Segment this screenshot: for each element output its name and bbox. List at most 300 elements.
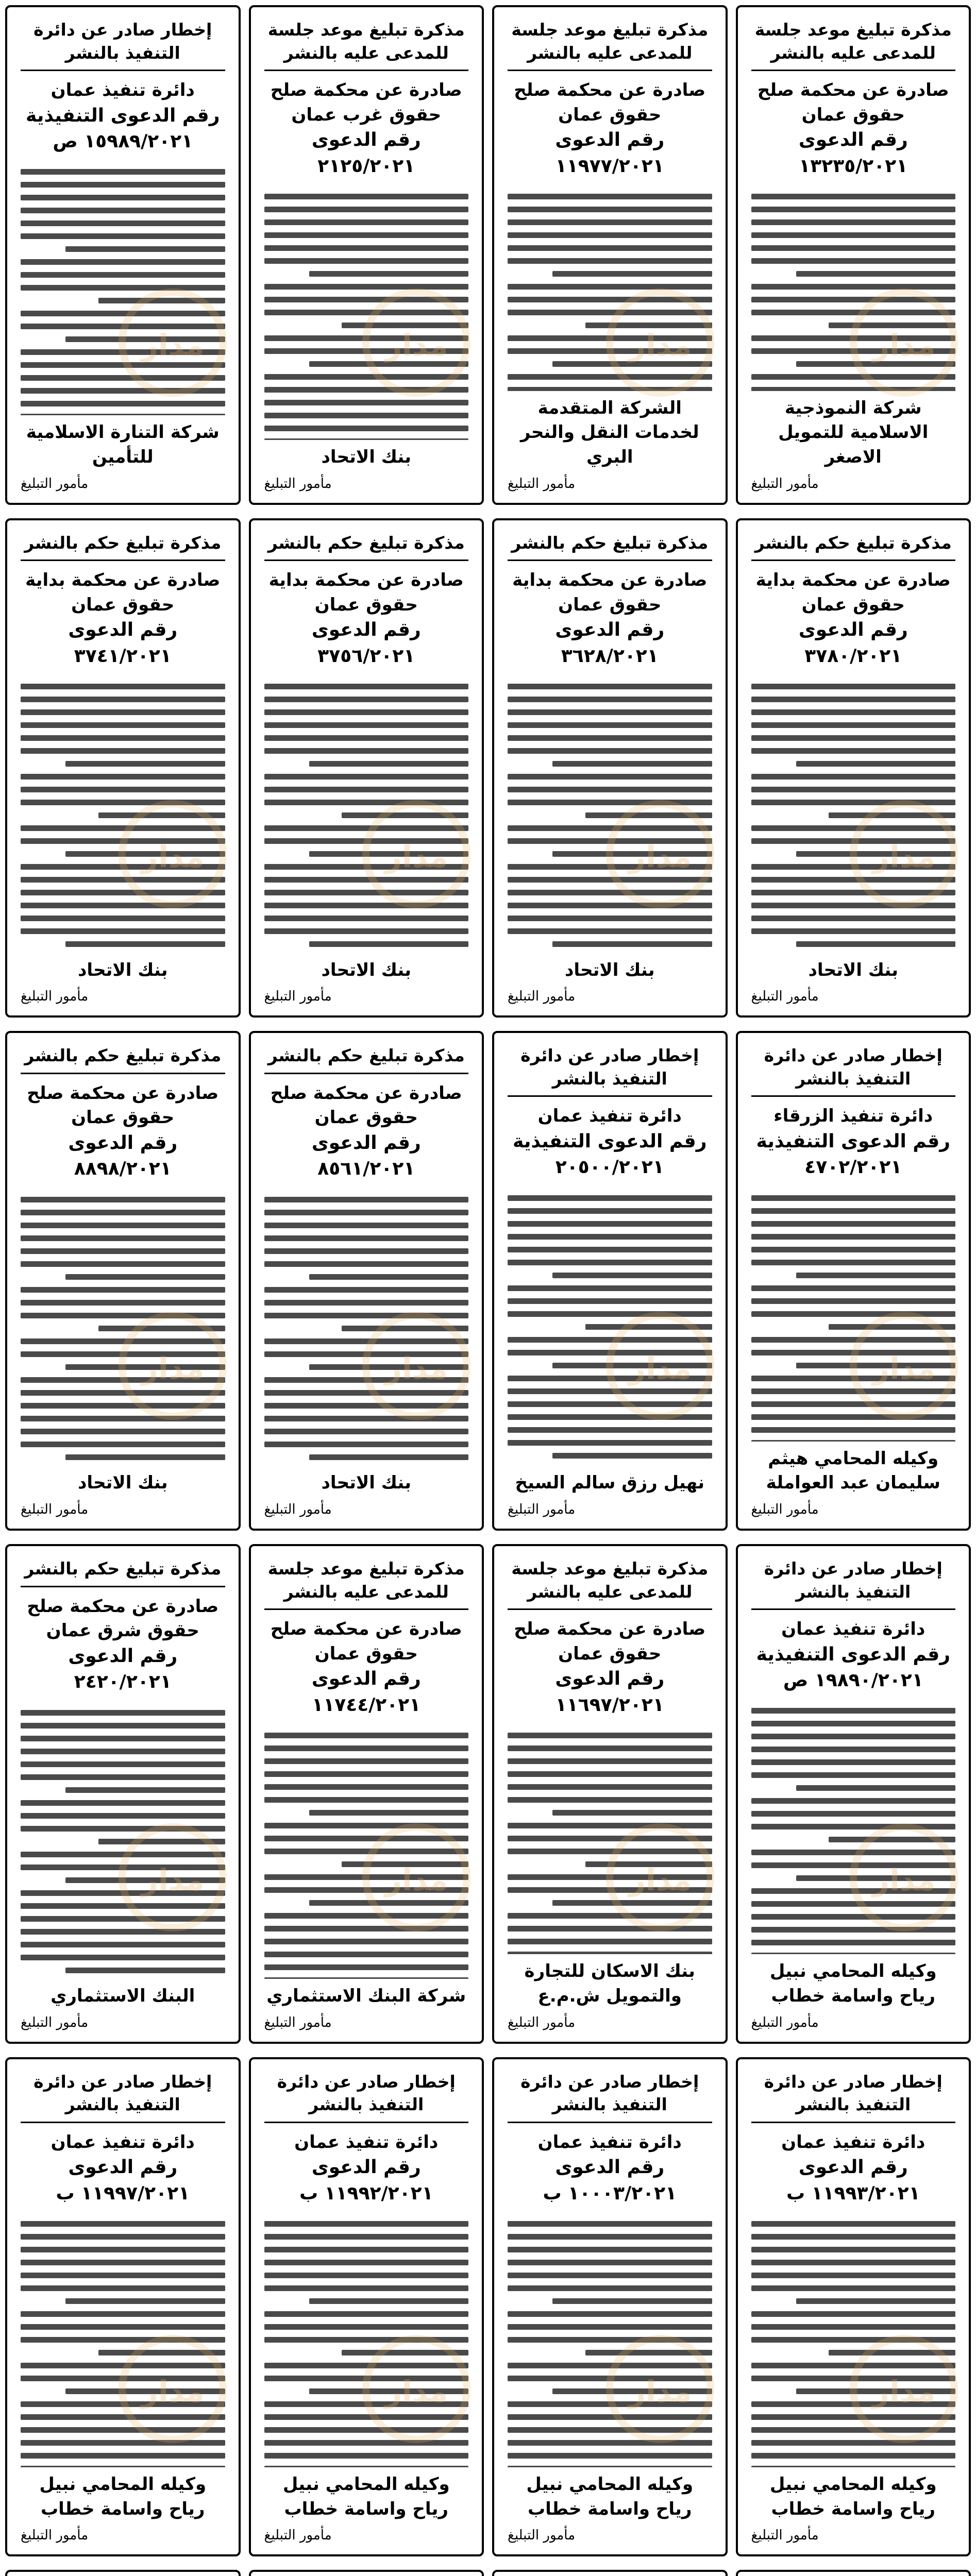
text-line <box>508 1440 712 1446</box>
text-line <box>264 1836 469 1841</box>
text-line <box>21 1248 225 1254</box>
text-line <box>21 1338 225 1344</box>
text-line <box>751 348 956 354</box>
text-line <box>751 684 956 689</box>
text-line <box>264 1338 469 1344</box>
notice-card-15 <box>249 1544 484 2044</box>
text-line <box>508 825 712 831</box>
text-line <box>21 838 225 844</box>
text-line <box>21 324 225 329</box>
text-line <box>508 348 712 354</box>
text-line <box>21 349 225 355</box>
text-line <box>65 1968 225 1973</box>
text-line <box>309 271 468 277</box>
notice-header: مذكرة تبليغ موعد جلسة للمدعى عليه بالنشر <box>264 19 469 71</box>
court-name: صادرة عن محكمة صلح حقوق عمان <box>514 1619 706 1664</box>
text-line <box>264 1771 469 1777</box>
text-line <box>751 1953 956 1954</box>
text-line <box>264 787 469 792</box>
text-line <box>508 928 712 934</box>
text-line <box>585 323 712 328</box>
notice-body-text <box>264 1725 469 1979</box>
text-line <box>508 2414 712 2420</box>
text-line <box>21 877 225 883</box>
watermark-text: مدار <box>141 1862 205 1897</box>
text-line <box>21 2466 225 2467</box>
text-line <box>796 1363 955 1368</box>
text-line <box>342 1861 468 1867</box>
text-line <box>264 1377 469 1383</box>
case-number: رقم الدعوى التنفيذية ٤٧٠٢/٢٠٢١ <box>756 1131 950 1178</box>
text-line <box>829 1324 955 1330</box>
watermark-text: مدار <box>872 328 936 363</box>
notice-card-3 <box>249 5 484 505</box>
notice-footer: مأمور التبليغ <box>21 476 89 492</box>
text-line <box>751 1376 956 1381</box>
text-line <box>309 851 468 857</box>
notice-card-19 <box>249 2057 484 2557</box>
text-line <box>342 2350 468 2355</box>
notice-footer: مأمور التبليغ <box>751 2528 819 2544</box>
text-line <box>508 1285 712 1291</box>
text-line <box>829 1837 955 1842</box>
court-name: دائرة تنفيذ عمان <box>51 80 195 101</box>
text-line <box>21 1903 225 1909</box>
text-line <box>264 825 469 831</box>
text-line <box>508 2221 712 2227</box>
text-line <box>264 774 469 779</box>
notice-header: إخطار صادر عن دائرة التنفيذ بالنشر <box>21 19 225 71</box>
text-line <box>264 2440 469 2446</box>
notice-card-18 <box>492 2057 728 2557</box>
notice-footer: مأمور التبليغ <box>21 989 89 1005</box>
text-line <box>508 1376 712 1381</box>
case-number: رقم الدعوى ٨٨٩٨/٢٠٢١ <box>68 1132 178 1180</box>
notice-body-text <box>21 1190 225 1466</box>
text-line <box>508 1260 712 1265</box>
notice-card-11 <box>249 1031 484 1531</box>
text-line <box>552 2388 712 2394</box>
text-line <box>264 709 469 715</box>
text-line <box>751 928 956 934</box>
text-line <box>508 1771 712 1777</box>
text-line <box>751 1888 956 1894</box>
text-line <box>309 941 468 947</box>
text-line <box>751 258 956 264</box>
text-line <box>796 941 955 947</box>
notice-header: مذكرة تبليغ حكم بالنشر <box>21 1044 225 1074</box>
party-name: نهيل رزق سالم السيخ <box>515 1472 705 1494</box>
text-line <box>264 1300 469 1306</box>
text-line <box>264 387 469 393</box>
text-line <box>508 1311 712 1317</box>
notice-footer: مأمور التبليغ <box>21 1502 89 1517</box>
party-name: بنك الاتحاد <box>321 447 412 468</box>
text-line <box>508 916 712 921</box>
party-name: شركة النموذجية الاسلامية للتمويل الاصغر <box>778 397 929 468</box>
text-line <box>21 311 225 316</box>
case-number: رقم الدعوى التنفيذية ١٩٨٩٠/٢٠٢١ ص <box>756 1643 950 1691</box>
watermark-text: مدار <box>384 1862 448 1897</box>
text-line <box>21 1390 225 1396</box>
notice-card-10 <box>492 1031 728 1531</box>
watermark-text: مدار <box>141 839 205 874</box>
party-name: شركة البنك الاستثماري <box>266 1986 466 2007</box>
text-line <box>796 271 955 277</box>
text-line <box>65 1364 225 1370</box>
text-line <box>552 271 712 277</box>
court-name: صادرة عن محكمة صلح حقوق عمان <box>270 1619 462 1664</box>
text-line <box>21 182 225 188</box>
text-line <box>21 916 225 921</box>
text-line <box>751 232 956 238</box>
party-name: بنك الاسكان للتجارة والتمويل ش.م.ع <box>524 1961 695 2007</box>
text-line <box>21 1403 225 1409</box>
text-line <box>508 1758 712 1764</box>
text-line <box>21 375 225 381</box>
party-name: البنك الاستثماري <box>51 1986 195 2007</box>
text-line <box>21 787 225 792</box>
text-line <box>21 890 225 895</box>
text-line <box>264 2221 469 2227</box>
text-line <box>21 2337 225 2343</box>
text-line <box>264 413 469 418</box>
case-number: رقم الدعوى ١١٩٧٧/٢٠٢١ <box>555 129 665 177</box>
court-name: صادرة عن محكمة صلح حقوق غرب عمان <box>270 80 462 125</box>
text-line <box>508 1939 712 1944</box>
notice-card-2 <box>492 5 728 505</box>
notice-header: مذكرة تبليغ موعد جلسة للمدعى عليه بالنشر <box>508 1557 712 1610</box>
text-line <box>21 2376 225 2381</box>
text-line <box>98 1326 225 1331</box>
text-line <box>508 722 712 728</box>
text-line <box>264 1313 469 1318</box>
notice-body-text <box>751 676 956 953</box>
text-line <box>751 1337 956 1343</box>
text-line <box>751 838 956 844</box>
text-line <box>751 2247 956 2252</box>
notice-header: إخطار صادر عن دائرة التنفيذ بالنشر <box>508 2071 712 2123</box>
text-line <box>751 2453 956 2459</box>
text-line <box>264 2285 469 2291</box>
text-line <box>751 1734 956 1739</box>
notice-footer: مأمور التبليغ <box>751 1502 819 1517</box>
notice-footer: مأمور التبليغ <box>751 476 819 492</box>
notice-footer: مأمور التبليغ <box>508 2014 576 2030</box>
text-line <box>508 1401 712 1407</box>
text-line <box>98 1839 225 1844</box>
text-line <box>508 735 712 741</box>
notice-footer: مأمور التبليغ <box>508 476 576 492</box>
text-line <box>508 2260 712 2265</box>
notice-body-text <box>508 187 712 391</box>
text-line <box>585 812 712 818</box>
text-line <box>264 2453 469 2459</box>
court-name: دائرة تنفيذ عمان <box>781 1619 925 1640</box>
text-line <box>21 1749 225 1754</box>
text-line <box>65 1274 225 1280</box>
text-line <box>21 1865 225 1870</box>
text-line <box>508 1414 712 1420</box>
text-line <box>21 1313 225 1318</box>
text-line <box>264 2363 469 2368</box>
text-line <box>21 1761 225 1767</box>
watermark-text: مدار <box>872 839 936 874</box>
text-line <box>264 697 469 702</box>
notice-card-13 <box>736 1544 971 2044</box>
party-name: وكيله المحامي نبيل رياح واسامة خطاب <box>769 1961 937 2007</box>
party-name: وكيله المحامي نبيل رياح واسامة خطاب <box>526 2474 694 2519</box>
court-name: دائرة تنفيذ عمان <box>537 2131 682 2153</box>
text-line <box>264 1745 469 1751</box>
text-line <box>21 697 225 702</box>
case-number: رقم الدعوى التنفيذية ٢٠٥٠٠/٢٠٢١ <box>513 1131 707 1178</box>
text-line <box>508 232 712 238</box>
text-line <box>508 800 712 805</box>
court-name: صادرة عن محكمة صلح حقوق عمان <box>757 80 949 125</box>
text-line <box>264 1823 469 1828</box>
notice-header: إخطار صادر عن دائرة التنفيذ بالنشر <box>751 2071 956 2123</box>
text-line <box>264 2234 469 2240</box>
text-line <box>751 1285 956 1291</box>
text-line <box>508 903 712 908</box>
text-line <box>508 207 712 212</box>
text-line <box>264 1939 469 1944</box>
text-line <box>751 2337 956 2343</box>
text-line <box>264 2337 469 2343</box>
text-line <box>21 233 225 239</box>
text-line <box>751 297 956 302</box>
text-line <box>508 1887 712 1893</box>
notice-body-text <box>21 1703 225 1979</box>
text-line <box>508 2440 712 2446</box>
text-line <box>508 2401 712 2407</box>
text-line <box>21 1300 225 1306</box>
party-name: شركة التنارة الاسلامية للتأمين <box>26 422 220 468</box>
text-line <box>508 1784 712 1790</box>
case-number: رقم الدعوى ٢٤٢٠/٢٠٢١ <box>68 1645 178 1693</box>
text-line <box>796 1875 955 1881</box>
text-line <box>21 1351 225 1357</box>
text-line <box>21 709 225 715</box>
text-line <box>751 1862 956 1868</box>
notice-card-6 <box>492 518 728 1018</box>
text-line <box>829 323 955 328</box>
text-line <box>21 800 225 805</box>
text-line <box>508 1298 712 1304</box>
text-line <box>21 1800 225 1806</box>
party-name: بنك الاتحاد <box>808 959 899 980</box>
court-name: دائرة تنفيذ عمان <box>537 1106 682 1127</box>
text-line <box>751 1772 956 1778</box>
text-line <box>751 1914 956 1920</box>
text-line <box>21 272 225 278</box>
text-line <box>508 2337 712 2343</box>
text-line <box>585 2350 712 2355</box>
text-line <box>264 2311 469 2317</box>
text-line <box>21 1942 225 1947</box>
text-line <box>751 1247 956 1252</box>
text-line <box>751 2311 956 2317</box>
text-line <box>751 825 956 831</box>
case-number: رقم الدعوى ١١٧٤٤/٢٠٢١ <box>311 1668 421 1716</box>
notice-footer: مأمور التبليغ <box>21 2528 89 2544</box>
text-line <box>508 2311 712 2317</box>
text-line <box>508 697 712 702</box>
watermark-text: مدار <box>384 839 448 874</box>
text-line <box>21 362 225 368</box>
text-line <box>21 722 225 728</box>
text-line <box>751 245 956 251</box>
text-line <box>264 374 469 380</box>
text-line <box>21 1774 225 1780</box>
party-name: وكيله المحامي نبيل رياح واسامة خطاب <box>769 2474 937 2519</box>
text-line <box>21 1826 225 1832</box>
text-line <box>21 285 225 291</box>
text-line <box>21 2453 225 2459</box>
text-line <box>751 2363 956 2368</box>
text-line <box>508 1247 712 1252</box>
text-line <box>21 1377 225 1383</box>
text-line <box>264 1416 469 1421</box>
text-line <box>751 1759 956 1765</box>
notice-body-text <box>264 187 469 440</box>
notice-body-text <box>508 676 712 953</box>
text-line <box>751 1850 956 1855</box>
text-line <box>751 1208 956 1214</box>
case-number: رقم الدعوى ٣٧٨٠/٢٠٢١ <box>798 619 908 667</box>
watermark-text: مدار <box>141 328 205 363</box>
text-line <box>751 2401 956 2407</box>
text-line <box>264 2247 469 2252</box>
text-line <box>508 2427 712 2433</box>
text-line <box>751 2221 956 2227</box>
notice-body-text <box>751 187 956 391</box>
text-line <box>508 877 712 883</box>
text-line <box>508 1195 712 1201</box>
text-line <box>21 2401 225 2407</box>
text-line <box>21 2311 225 2317</box>
text-line <box>264 1429 469 1434</box>
text-line <box>21 1429 225 1434</box>
notice-body-text <box>21 676 225 953</box>
text-line <box>552 941 712 947</box>
text-line <box>508 2234 712 2240</box>
case-number: رقم الدعوى ١١٩٩٣/٢٠٢١ ب <box>786 2157 920 2204</box>
text-line <box>751 2260 956 2265</box>
notice-card-4 <box>5 5 241 505</box>
text-line <box>508 1874 712 1880</box>
text-line <box>264 400 469 405</box>
text-line <box>751 1401 956 1407</box>
case-number: رقم الدعوى التنفيذية ١٥٩٨٩/٢٠٢١ ص <box>26 105 220 152</box>
text-line <box>751 1427 956 1433</box>
text-line <box>21 2247 225 2252</box>
text-line <box>796 1273 955 1278</box>
text-line <box>264 1197 469 1202</box>
text-line <box>508 2324 712 2330</box>
text-line <box>508 1388 712 1394</box>
notice-header: إخطار صادر عن دائرة التنفيذ بالنشر <box>21 2071 225 2123</box>
text-line <box>21 2440 225 2446</box>
text-line <box>21 195 225 200</box>
text-line <box>264 245 469 251</box>
text-line <box>21 2221 225 2227</box>
text-line <box>751 787 956 792</box>
notice-header: مذكرة تبليغ موعد جلسة للمدعى عليه بالنشر <box>264 1557 469 1610</box>
notice-footer: مأمور التبليغ <box>508 2528 576 2544</box>
text-line <box>264 2427 469 2433</box>
watermark-text: مدار <box>628 1862 692 1897</box>
text-line <box>264 1797 469 1803</box>
text-line <box>751 709 956 715</box>
text-line <box>98 812 225 818</box>
text-line <box>21 1710 225 1716</box>
text-line <box>508 1208 712 1214</box>
text-line <box>751 1747 956 1752</box>
text-line <box>264 1887 469 1893</box>
text-line <box>21 1197 225 1202</box>
party-name: بنك الاتحاد <box>564 959 655 980</box>
text-line <box>264 1390 469 1396</box>
text-line <box>264 735 469 741</box>
notice-footer: مأمور التبليغ <box>264 989 332 1005</box>
court-name: دائرة تنفيذ عمان <box>294 2131 439 2153</box>
text-line <box>751 374 956 380</box>
case-number: رقم الدعوى ٢١٢٥/٢٠٢١ <box>311 129 421 177</box>
text-line <box>21 1736 225 1741</box>
text-line <box>21 2273 225 2278</box>
notice-card-5 <box>736 518 971 1018</box>
text-line <box>21 1287 225 1293</box>
watermark-text: مدار <box>872 1862 936 1897</box>
text-line <box>21 2427 225 2433</box>
text-line <box>21 2260 225 2265</box>
text-line <box>264 1952 469 1957</box>
text-line <box>751 877 956 883</box>
text-line <box>751 697 956 702</box>
notice-header: مذكرة تبليغ حكم بالنشر <box>21 1557 225 1587</box>
text-line <box>309 761 468 767</box>
notice-header: إخطار صادر عن دائرة التنفيذ بالنشر <box>264 2071 469 2123</box>
text-line <box>264 310 469 315</box>
text-line <box>585 1324 712 1330</box>
notice-body-text <box>264 1190 469 1466</box>
text-line <box>751 1940 956 1945</box>
text-line <box>309 1900 468 1906</box>
court-name: صادرة عن محكمة صلح حقوق عمان <box>27 1082 219 1128</box>
text-line <box>751 207 956 212</box>
text-line <box>751 903 956 908</box>
text-line <box>552 361 712 367</box>
text-line <box>751 2324 956 2330</box>
text-line <box>796 1785 955 1791</box>
text-line <box>751 1824 956 1829</box>
notice-card-24 <box>5 2570 241 2576</box>
text-line <box>751 387 956 391</box>
text-line <box>829 812 955 818</box>
text-line <box>309 2298 468 2304</box>
text-line <box>751 2414 956 2420</box>
notice-header: مذكرة تبليغ حكم بالنشر <box>264 1044 469 1074</box>
notice-footer: مأمور التبليغ <box>751 989 819 1005</box>
text-line <box>264 1849 469 1854</box>
text-line <box>508 1234 712 1240</box>
text-line <box>796 761 955 767</box>
text-line <box>508 1337 712 1343</box>
case-number: رقم الدعوى ١٠٠٠٣/٢٠٢١ ب <box>543 2157 677 2204</box>
text-line <box>751 864 956 870</box>
